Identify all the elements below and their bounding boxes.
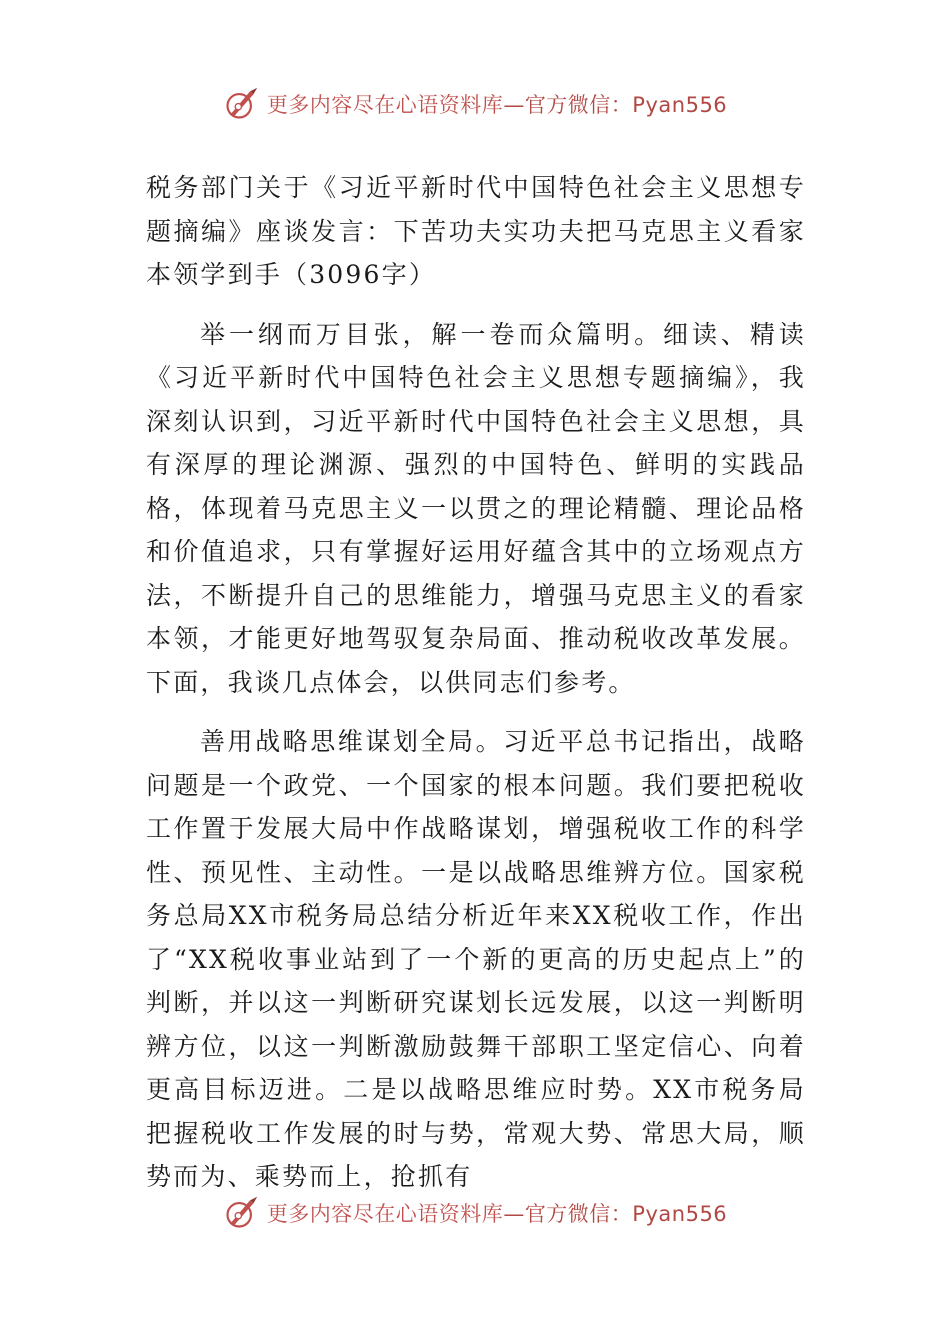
watermark-wechat-text: —官方微信：Pyan556 [503,1202,728,1226]
watermark-wechat-text: —官方微信：Pyan556 [503,93,728,117]
watermark-main-text: 更多内容尽在心语资料库 [266,93,504,117]
footer-watermark [0,1193,950,1233]
watermark-text [267,89,727,119]
paragraph-strategic-thinking: 善用战略思维谋划全局。习近平总书记指出，战略问题是一个政党、一个国家的根本问题。我们要把税收工作置于发展大局中作战略谋划，增强税收工作的科学性、预见性、主动性。一是以战略思维辨方位。国家税务总局XX市税务局总结分析近年来XX税收工作，作出了“XX税收事业站到了一个新的更高的历史起点上”的判断，并以这一判断研究谋划长远发展，以这一判断明辨方位，以这一判断激励鼓舞干部职工坚定信心、向着更高目标迈进。二是以战略思维应时势。XX市税务局把握税收工作发展的时与势，常观大势、常思大局，顺势而为、乘势而上，抢抓有 [146,727,806,1191]
document-body [146,166,806,1215]
paragraph-intro: 举一纲而万目张，解一卷而众篇明。细读、精读《习近平新时代中国特色社会主义思想专题摘编》，我深刻认识到，习近平新时代中国特色社会主义思想，具有深厚的理论渊源、强烈的中国特色、鲜明的实践品格，体现着马克思主义一以贯之的理论精髓、理论品格和价值追求，只有掌握好运用好蕴含其中的立场观点方法，不断提升自己的思维能力，增强马克思主义的看家本领，才能更好地驾驭复杂局面、推动税收改革发展。下面，我谈几点体会，以供同志们参考。 [146,319,806,697]
watermark-main-text: 更多内容尽在心语资料库 [266,1202,504,1226]
watermark-text [267,1198,727,1228]
quill-pen-logo-icon [223,86,259,122]
quill-pen-logo-icon [223,1195,259,1231]
document-title: 税务部门关于《习近平新时代中国特色社会主义思想专题摘编》座谈发言：下苦功夫实功夫把马克思主义看家本领学到手（3096字） [146,173,806,289]
header-watermark [0,84,950,124]
